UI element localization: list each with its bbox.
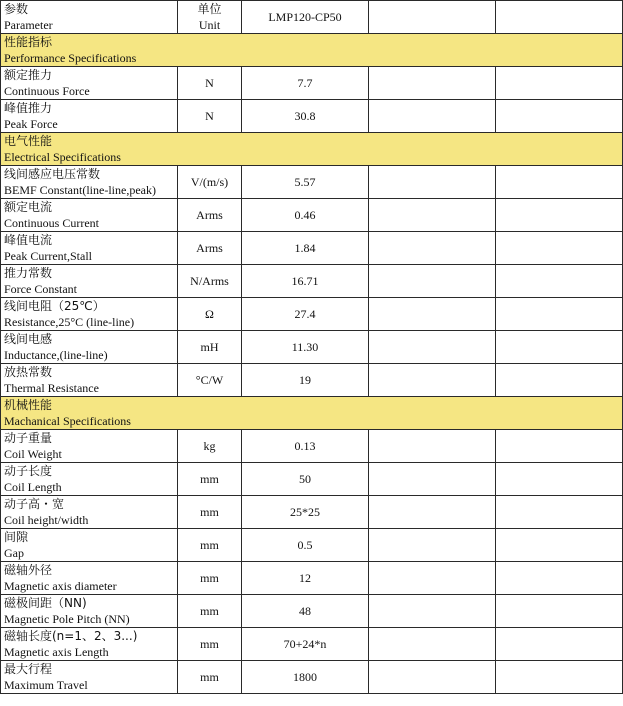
parameter-name-zh: 推力常数 [4,266,53,280]
unit-cell: °C/W [178,364,242,397]
value-cell: 25*25 [242,496,369,529]
empty-cell [369,529,496,562]
parameter-cell [1,166,178,199]
empty-cell [369,430,496,463]
unit-cell: Arms [178,199,242,232]
table-row [1,232,623,265]
value-cell: 70+24*n [242,628,369,661]
empty-cell [369,331,496,364]
parameter-name-zh: 峰值电流 [4,233,53,247]
parameter-cell [1,595,178,628]
table-header-row [1,1,623,34]
parameter-name-en: Gap [4,546,24,560]
empty-cell [369,496,496,529]
value-cell: 1800 [242,661,369,694]
header-unit-zh: 单位 [197,2,222,16]
parameter-cell [1,298,178,331]
value-cell: 30.8 [242,100,369,133]
parameter-name-zh: 间隙 [4,530,29,544]
parameter-name-zh: 动子长度 [4,464,53,478]
unit-cell: mm [178,463,242,496]
parameter-name-zh: 动子高・宽 [4,497,65,511]
empty-cell [496,67,623,100]
header-unit-cell [178,1,242,34]
table-row [1,100,623,133]
parameter-name-zh: 最大行程 [4,662,53,676]
header-param-en: Parameter [4,18,53,32]
parameter-cell [1,628,178,661]
empty-cell [496,199,623,232]
section-title-cell [1,397,623,430]
parameter-name-en: Magnetic Pole Pitch (NN) [4,612,130,626]
table-row [1,661,623,694]
empty-cell [496,628,623,661]
empty-cell [496,430,623,463]
empty-cell [369,298,496,331]
table-row [1,166,623,199]
value-cell: 27.4 [242,298,369,331]
parameter-name-en: Resistance,25°C (line-line) [4,315,135,329]
table-row [1,595,623,628]
parameter-cell [1,529,178,562]
parameter-name-en: Magnetic axis diameter [4,579,117,593]
empty-cell [369,232,496,265]
empty-cell [369,463,496,496]
empty-cell [369,166,496,199]
empty-cell [496,265,623,298]
header-parameter-cell [1,1,178,34]
table-row [1,67,623,100]
value-cell: 50 [242,463,369,496]
empty-cell [496,232,623,265]
parameter-name-en: Magnetic axis Length [4,645,109,659]
parameter-name-en: Maximum Travel [4,678,88,692]
parameter-name-zh: 线间电感 [4,332,53,346]
value-cell: 1.84 [242,232,369,265]
unit-cell: mm [178,595,242,628]
parameter-name-zh: 磁轴长度(n=1、2、3...) [4,629,138,643]
parameter-name-zh: 线间电阻（25℃） [4,299,105,313]
parameter-cell [1,100,178,133]
value-cell: 7.7 [242,67,369,100]
parameter-cell [1,496,178,529]
empty-cell [496,331,623,364]
empty-cell [496,463,623,496]
parameter-name-zh: 额定推力 [4,68,53,82]
parameter-cell [1,331,178,364]
table-row [1,496,623,529]
empty-cell [369,100,496,133]
empty-cell [369,595,496,628]
parameter-name-en: Inductance,(line-line) [4,348,108,362]
empty-cell [369,364,496,397]
table-row [1,331,623,364]
header-empty-cell [496,1,623,34]
empty-cell [369,67,496,100]
empty-cell [369,628,496,661]
parameter-cell [1,661,178,694]
header-model-cell: LMP120-CP50 [242,1,369,34]
parameter-name-en: Coil height/width [4,513,89,527]
parameter-name-zh: 额定电流 [4,200,53,214]
empty-cell [369,562,496,595]
value-cell: 12 [242,562,369,595]
parameter-name-zh: 动子重量 [4,431,53,445]
empty-cell [496,496,623,529]
empty-cell [496,298,623,331]
table-row [1,364,623,397]
empty-cell [496,595,623,628]
parameter-cell [1,463,178,496]
section-title-cell [1,34,623,67]
parameter-name-en: Thermal Resistance [4,381,99,395]
section-header-row [1,133,623,166]
section-title-en: Electrical Specifications [4,150,121,164]
empty-cell [496,661,623,694]
unit-cell: N/Arms [178,265,242,298]
parameter-name-zh: 峰值推力 [4,101,53,115]
section-title-en: Machanical Specifications [4,414,131,428]
section-title-en: Performance Specifications [4,51,137,65]
unit-cell: kg [178,430,242,463]
header-empty-cell [369,1,496,34]
value-cell: 0.13 [242,430,369,463]
parameter-cell [1,67,178,100]
parameter-name-en: Peak Current,Stall [4,249,92,263]
empty-cell [369,661,496,694]
parameter-name-en: Coil Weight [4,447,62,461]
table-row [1,298,623,331]
empty-cell [496,100,623,133]
parameter-cell [1,562,178,595]
unit-cell: Arms [178,232,242,265]
value-cell: 0.5 [242,529,369,562]
empty-cell [496,529,623,562]
empty-cell [496,562,623,595]
section-header-row [1,34,623,67]
parameter-name-en: Coil Length [4,480,62,494]
header-unit-en: Unit [198,18,221,32]
parameter-cell [1,364,178,397]
table-row [1,463,623,496]
section-header-row [1,397,623,430]
parameter-name-zh: 磁极间距（NN) [4,596,87,610]
unit-cell: mm [178,661,242,694]
header-param-zh: 参数 [4,2,29,16]
table-row [1,199,623,232]
unit-cell: mm [178,562,242,595]
value-cell: 16.71 [242,265,369,298]
parameter-name-zh: 放热常数 [4,365,53,379]
table-row [1,628,623,661]
value-cell: 0.46 [242,199,369,232]
value-cell: 11.30 [242,331,369,364]
value-cell: 48 [242,595,369,628]
unit-cell: Ω [178,298,242,331]
specification-table-body [1,1,623,694]
empty-cell [369,265,496,298]
table-row [1,265,623,298]
section-title-zh: 性能指标 [4,35,53,49]
parameter-name-en: Force Constant [4,282,77,296]
value-cell: 5.57 [242,166,369,199]
parameter-name-en: BEMF Constant(line-line,peak) [4,183,156,197]
empty-cell [496,364,623,397]
section-title-cell [1,133,623,166]
value-cell: 19 [242,364,369,397]
parameter-name-en: Peak Force [4,117,58,131]
parameter-cell [1,199,178,232]
unit-cell: N [178,100,242,133]
unit-cell: V/(m/s) [178,166,242,199]
section-title-zh: 机械性能 [4,398,53,412]
parameter-name-zh: 线间感应电压常数 [4,167,101,181]
table-row [1,430,623,463]
parameter-cell [1,430,178,463]
unit-cell: mH [178,331,242,364]
unit-cell: mm [178,628,242,661]
parameter-name-en: Continuous Force [4,84,90,98]
parameter-name-zh: 磁轴外径 [4,563,53,577]
unit-cell: N [178,67,242,100]
parameter-cell [1,232,178,265]
parameter-cell [1,265,178,298]
empty-cell [369,199,496,232]
empty-cell [496,166,623,199]
table-row [1,562,623,595]
unit-cell: mm [178,529,242,562]
section-title-zh: 电气性能 [4,134,53,148]
parameter-name-en: Continuous Current [4,216,99,230]
table-row [1,529,623,562]
unit-cell: mm [178,496,242,529]
